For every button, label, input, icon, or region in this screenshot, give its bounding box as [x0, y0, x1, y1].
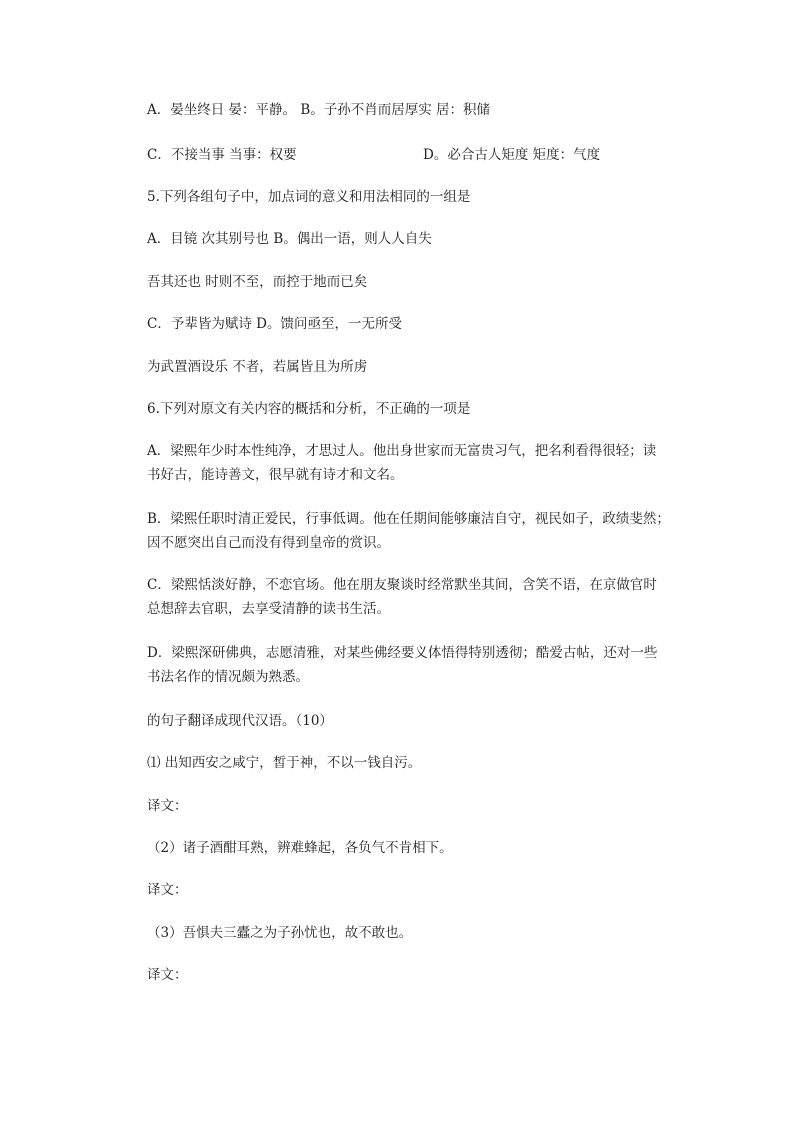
- q6-option-c-line1: C．梁熙恬淡好静，不恋官场。他在朋友聚谈时经常默坐其间，含笑不语，在京做官时: [147, 577, 657, 593]
- q4-option-ab: A．晏坐终日 晏：平静。 B。子孙不肖而居厚实 居：积储: [147, 102, 491, 118]
- q7-sentence-2: （2）诸子酒酣耳熟，辨难蜂起，各负气不肯相下。: [147, 840, 453, 856]
- q6-option-d-line2: 书法名作的情况颇为熟悉。: [147, 669, 309, 685]
- q4-option-cd-row: [147, 146, 687, 164]
- q5-option-ab-second: 吾其还也 时则不至，而控于地而已矣: [147, 274, 368, 290]
- q7-stem: 的句子翻译成现代汉语。（10）: [147, 713, 333, 729]
- q6-option-c-line2: 总想辞去官职，去享受清静的读书生活。: [147, 601, 390, 617]
- q5-stem: 5.下列各组句子中，加点词的意义和用法相同的一组是: [147, 189, 471, 205]
- q4-option-d: D。必合古人矩度 矩度：气度: [423, 147, 601, 163]
- q7-translation-label-1: 译文：: [147, 798, 188, 814]
- q7-sentence-3: （3）吾惧夫三蠹之为子孙忧也，故不敢也。: [147, 925, 413, 941]
- q5-option-cd: C．予辈皆为赋诗 D。馈问亟至，一无所受: [147, 316, 402, 332]
- q7-translation-label-3: 译文：: [147, 967, 188, 983]
- q6-stem: 6.下列对原文有关内容的概括和分析，不正确的一项是: [147, 401, 471, 417]
- q6-option-d-line1: D．梁熙深研佛典，志愿清雅，对某些佛经要义体悟得特别透彻；酷爱古帖，还对一些: [147, 645, 658, 661]
- q7-translation-label-2: 译文：: [147, 882, 188, 898]
- q6-option-b-line1: B．梁熙任职时清正爱民，行事低调。他在任期间能够廉洁自守，视民如子，政绩斐然；: [147, 511, 670, 527]
- q4-option-c: C．不接当事 当事：权要: [147, 147, 297, 163]
- q7-sentence-1: ⑴ 出知西安之咸宁，皙于神，不以一钱自污。: [147, 755, 422, 771]
- q6-option-a-line2: 书好古，能诗善文，很早就有诗才和文名。: [147, 467, 404, 483]
- q5-option-ab: A．目镜 次其别号也 B。偶出一语，则人人自失: [147, 231, 432, 247]
- q6-option-a-line1: A．梁熙年少时本性纯净，才思过人。他出身世家而无富贵习气，把名利看得很轻；读: [147, 443, 657, 459]
- q6-option-b-line2: 因不愿突出自己而没有得到皇帝的赏识。: [147, 535, 390, 551]
- q5-option-cd-second: 为武置酒设乐 不者，若属皆且为所虏: [147, 359, 368, 375]
